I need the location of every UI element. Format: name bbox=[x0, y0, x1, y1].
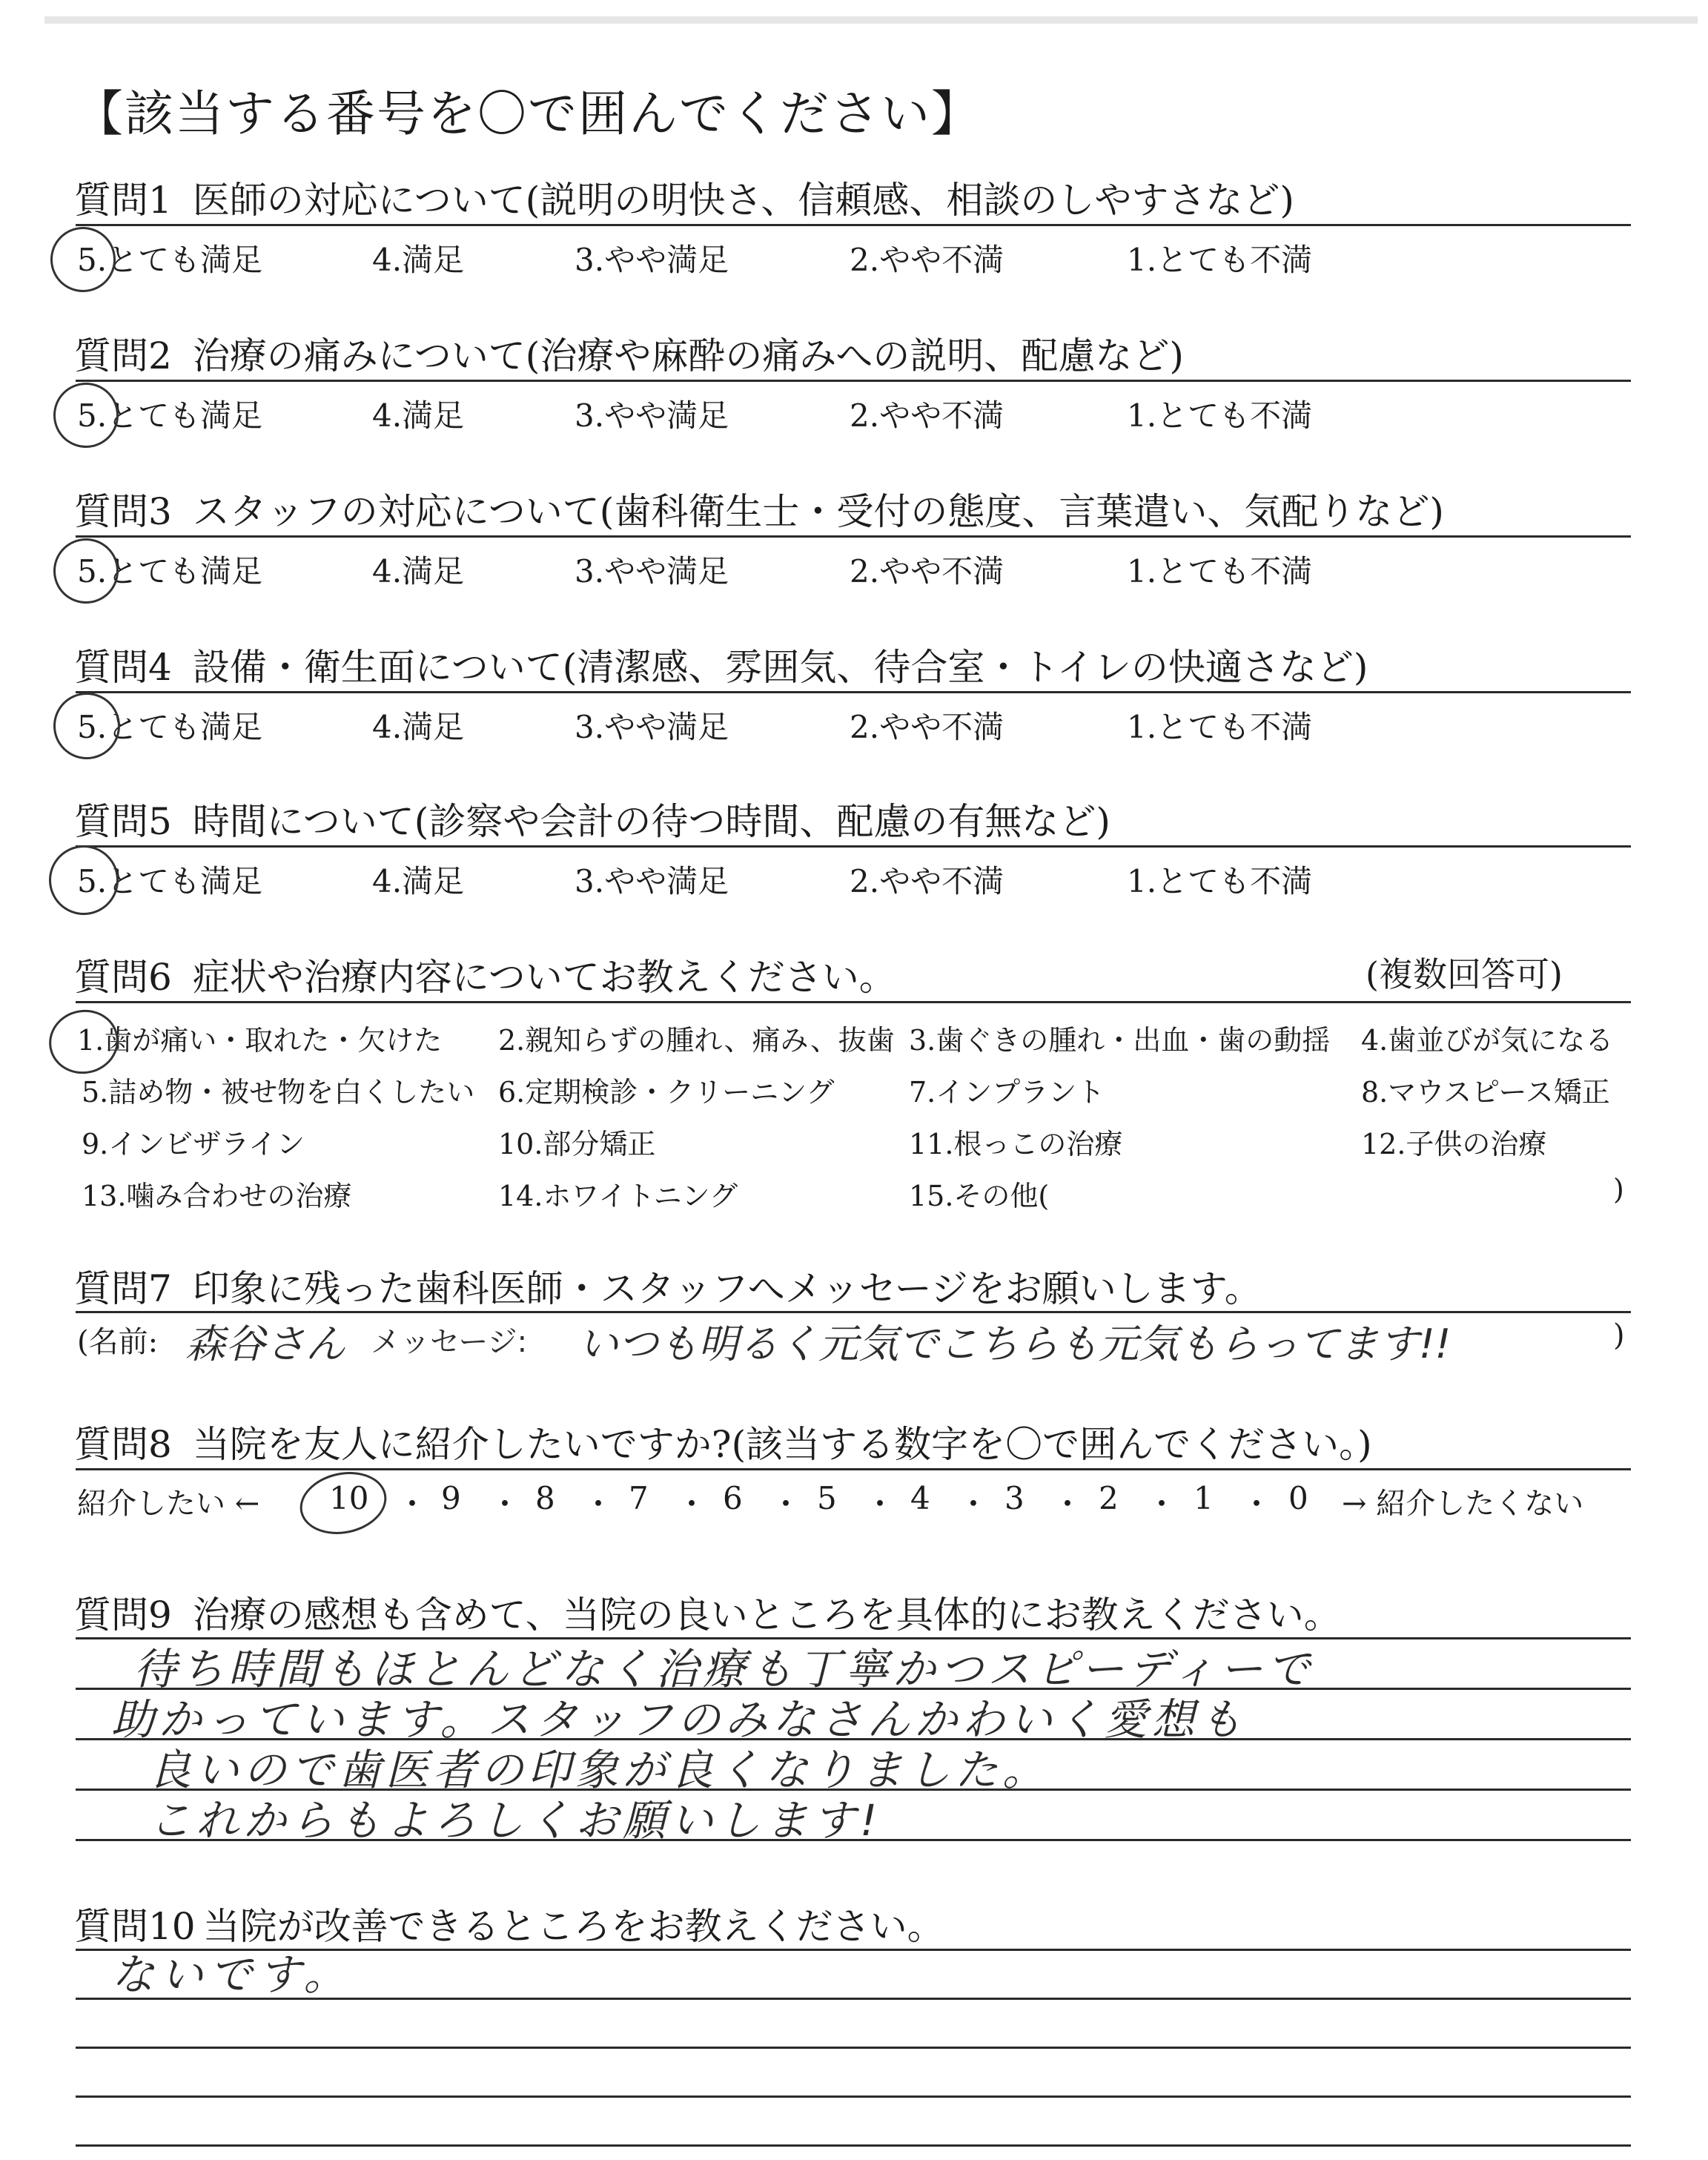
q4-option-5[interactable]: 5.とても満足 bbox=[77, 709, 263, 745]
q8-sep: ・ bbox=[1241, 1486, 1273, 1522]
q2-option-5[interactable]: 5.とても満足 bbox=[77, 397, 263, 434]
question-2-number: 質問2 bbox=[74, 334, 172, 377]
question-3-rule bbox=[76, 535, 1631, 538]
q8-sep: ・ bbox=[583, 1486, 615, 1522]
question-10-number: 質問10 bbox=[74, 1905, 196, 1948]
q6-item-3[interactable]: 3.歯ぐきの腫れ・出血・歯の動揺 bbox=[909, 1024, 1331, 1057]
q3-option-2[interactable]: 2.やや不満 bbox=[850, 553, 1004, 589]
q8-sep: ・ bbox=[397, 1486, 428, 1522]
question-6 bbox=[74, 948, 896, 1001]
question-8-number: 質問8 bbox=[74, 1423, 172, 1466]
q8-scale-0[interactable]: 0 bbox=[1288, 1480, 1308, 1516]
q1-option-1[interactable]: 1.とても不満 bbox=[1127, 242, 1313, 278]
q8-scale-3[interactable]: 3 bbox=[1004, 1480, 1025, 1516]
q7-name-value[interactable]: 森谷さん bbox=[185, 1321, 345, 1367]
question-1-rule bbox=[76, 224, 1631, 226]
q9-answer-line-2[interactable]: 助かっています。スタッフのみなさんかわいく愛想も bbox=[111, 1694, 1247, 1745]
q8-left-label: 紹介したい ← bbox=[77, 1487, 260, 1521]
q8-scale-10[interactable]: 10 bbox=[329, 1480, 369, 1516]
q6-item-2[interactable]: 2.親知らずの腫れ、痛み、抜歯 bbox=[498, 1024, 895, 1057]
q8-scale-4[interactable]: 4 bbox=[910, 1480, 930, 1516]
q6-item-12[interactable]: 12.子供の治療 bbox=[1361, 1128, 1547, 1160]
question-3 bbox=[74, 482, 1444, 535]
q6-item-1[interactable]: 1.歯が痛い・取れた・欠けた bbox=[77, 1024, 443, 1057]
q5-option-1[interactable]: 1.とても不満 bbox=[1127, 863, 1313, 899]
question-9-number: 質問9 bbox=[74, 1593, 172, 1636]
q10-line-4 bbox=[76, 2095, 1631, 2098]
q4-option-2[interactable]: 2.やや不満 bbox=[850, 709, 1004, 745]
q4-option-1[interactable]: 1.とても不満 bbox=[1127, 709, 1313, 745]
q10-line-5 bbox=[76, 2144, 1631, 2147]
question-1 bbox=[74, 171, 1294, 224]
q1-option-4[interactable]: 4.満足 bbox=[372, 242, 465, 278]
q6-item-11[interactable]: 11.根っこの治療 bbox=[909, 1128, 1123, 1160]
question-7-text: 印象に残った歯科医師・スタッフへメッセージをお願いします。 bbox=[192, 1267, 1262, 1310]
scan-top-edge bbox=[44, 16, 1698, 24]
question-9 bbox=[74, 1585, 1341, 1639]
q8-scale-8[interactable]: 8 bbox=[535, 1480, 555, 1516]
q6-item-7[interactable]: 7.インプラント bbox=[909, 1076, 1105, 1109]
q7-close-paren: ) bbox=[1613, 1318, 1625, 1353]
question-5-text: 時間について(診察や会計の待つ時間、配慮の有無など) bbox=[192, 800, 1110, 843]
q5-option-2[interactable]: 2.やや不満 bbox=[850, 863, 1004, 899]
q1-option-2[interactable]: 2.やや不満 bbox=[850, 242, 1004, 278]
q9-answer-line-1[interactable]: 待ち時間もほとんどなく治療も丁寧かつスピーディーで bbox=[133, 1644, 1315, 1694]
q8-scale-1[interactable]: 1 bbox=[1194, 1480, 1214, 1516]
q2-option-1[interactable]: 1.とても不満 bbox=[1127, 397, 1313, 434]
q6-item-5[interactable]: 5.詰め物・被せ物を白くしたい bbox=[82, 1076, 475, 1109]
q8-sep: ・ bbox=[770, 1486, 802, 1522]
q4-selection-circle bbox=[47, 687, 127, 766]
question-2-rule bbox=[76, 380, 1631, 382]
question-6-note: (複数回答可) bbox=[1366, 954, 1563, 994]
question-8-rule bbox=[76, 1468, 1631, 1470]
q7-name-label: (名前: bbox=[77, 1325, 159, 1359]
q8-sep: ・ bbox=[489, 1486, 521, 1522]
q6-item-14[interactable]: 14.ホワイトニング bbox=[498, 1180, 738, 1212]
question-1-text: 医師の対応について(説明の明快さ、信頼感、相談のしやすさなど) bbox=[192, 179, 1294, 222]
q6-other-close-paren: ) bbox=[1613, 1173, 1624, 1206]
question-4 bbox=[74, 638, 1368, 691]
question-5-rule bbox=[76, 845, 1631, 848]
q6-item-6[interactable]: 6.定期検診・クリーニング bbox=[498, 1076, 835, 1109]
question-4-text: 設備・衛生面について(清潔感、雰囲気、待合室・トイレの快適さなど) bbox=[192, 646, 1368, 689]
question-9-text: 治療の感想も含めて、当院の良いところを具体的にお教えください。 bbox=[192, 1593, 1341, 1636]
q3-option-5[interactable]: 5.とても満足 bbox=[77, 553, 263, 589]
q10-line-3 bbox=[76, 2047, 1631, 2049]
q8-sep: ・ bbox=[864, 1486, 896, 1522]
question-8 bbox=[74, 1415, 1372, 1468]
question-2 bbox=[74, 326, 1184, 380]
question-6-number: 質問6 bbox=[74, 956, 172, 999]
form-title: 【該当する番号を〇で囲んでください】 bbox=[74, 85, 982, 142]
question-7-number: 質問7 bbox=[74, 1267, 172, 1310]
q3-option-1[interactable]: 1.とても不満 bbox=[1127, 553, 1313, 589]
q6-item-13[interactable]: 13.噛み合わせの治療 bbox=[82, 1180, 352, 1212]
question-5-number: 質問5 bbox=[74, 800, 172, 843]
question-3-text: スタッフの対応について(歯科衛生士・受付の態度、言葉遣い、気配りなど) bbox=[192, 490, 1444, 533]
q6-item-4[interactable]: 4.歯並びが気になる bbox=[1361, 1024, 1614, 1057]
q6-item-8[interactable]: 8.マウスピース矯正 bbox=[1361, 1076, 1610, 1109]
q8-scale-5[interactable]: 5 bbox=[817, 1480, 837, 1516]
q7-message-label: メッセージ: bbox=[371, 1325, 528, 1359]
q9-answer-line-4[interactable]: これからもよろしくお願いします! bbox=[148, 1795, 882, 1846]
q4-option-3[interactable]: 3.やや満足 bbox=[575, 709, 729, 745]
q8-scale-9[interactable]: 9 bbox=[441, 1480, 461, 1516]
question-4-number: 質問4 bbox=[74, 646, 172, 689]
q8-sep: ・ bbox=[958, 1486, 990, 1522]
q2-option-3[interactable]: 3.やや満足 bbox=[575, 397, 729, 434]
question-1-number: 質問1 bbox=[74, 179, 172, 222]
q1-option-3[interactable]: 3.やや満足 bbox=[575, 242, 729, 278]
q1-selection-circle bbox=[44, 221, 122, 298]
q8-right-label: → 紹介したくない bbox=[1342, 1487, 1584, 1521]
q2-option-4[interactable]: 4.満足 bbox=[372, 397, 465, 434]
question-10-text: 当院が改善できるところをお教えください。 bbox=[202, 1905, 944, 1948]
q8-sep: ・ bbox=[1052, 1486, 1084, 1522]
q4-option-4[interactable]: 4.満足 bbox=[372, 709, 465, 745]
q5-option-4[interactable]: 4.満足 bbox=[372, 863, 465, 899]
q6-item-9[interactable]: 9.インビザライン bbox=[82, 1128, 305, 1160]
question-5 bbox=[74, 792, 1110, 845]
q5-option-5[interactable]: 5.とても満足 bbox=[77, 863, 263, 899]
question-6-text: 症状や治療内容についてお教えください。 bbox=[192, 956, 896, 999]
question-2-text: 治療の痛みについて(治療や麻酔の痛みへの説明、配慮など) bbox=[192, 334, 1184, 377]
question-8-text: 当院を友人に紹介したいですか?(該当する数字を〇で囲んでください。) bbox=[192, 1423, 1372, 1466]
q2-option-2[interactable]: 2.やや不満 bbox=[850, 397, 1004, 434]
q6-item-15-other[interactable]: 15.その他( bbox=[909, 1180, 1050, 1212]
q10-answer[interactable]: ないです。 bbox=[111, 1949, 353, 2000]
q8-scale-7[interactable]: 7 bbox=[629, 1480, 649, 1516]
q3-option-3[interactable]: 3.やや満足 bbox=[575, 553, 729, 589]
q9-answer-line-3[interactable]: 良いので歯医者の印象が良くなりました。 bbox=[148, 1745, 1050, 1795]
q7-message-value[interactable]: いつも明るく元気でこちらも元気もらってます!! bbox=[578, 1321, 1452, 1367]
q3-option-4[interactable]: 4.満足 bbox=[372, 553, 465, 589]
question-4-rule bbox=[76, 691, 1631, 693]
q3-selection-circle bbox=[47, 532, 125, 610]
q8-scale-6[interactable]: 6 bbox=[723, 1480, 743, 1516]
q8-sep: ・ bbox=[1146, 1486, 1178, 1522]
q5-option-3[interactable]: 3.やや満足 bbox=[575, 863, 729, 899]
question-7 bbox=[74, 1259, 1262, 1312]
q1-option-5[interactable]: 5.とても満足 bbox=[77, 242, 263, 278]
q8-scale-2[interactable]: 2 bbox=[1099, 1480, 1119, 1516]
q6-item-10[interactable]: 10.部分矯正 bbox=[498, 1128, 656, 1160]
question-3-number: 質問3 bbox=[74, 490, 172, 533]
q2-selection-circle bbox=[47, 377, 125, 454]
q8-sep: ・ bbox=[676, 1486, 708, 1522]
q8-selection-circle bbox=[294, 1464, 392, 1542]
q5-selection-circle bbox=[42, 839, 125, 921]
question-6-rule bbox=[76, 1001, 1631, 1003]
